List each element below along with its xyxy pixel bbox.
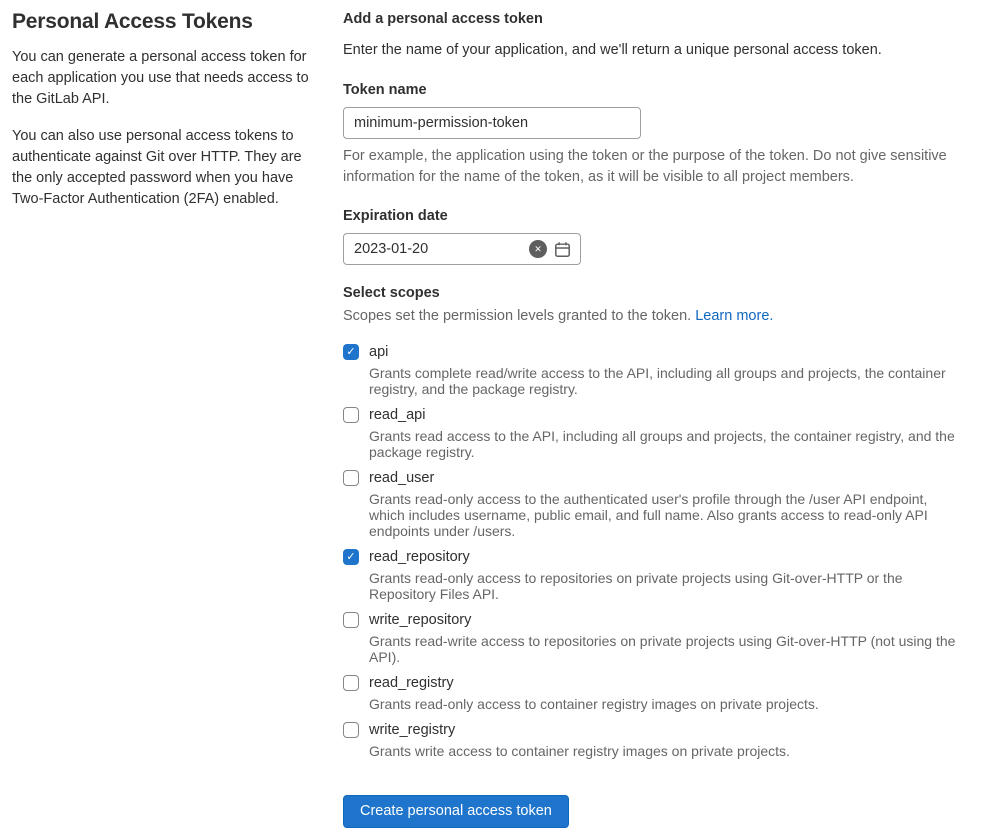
select-scopes-label: Select scopes (343, 285, 440, 301)
scope-description: Grants read-write access to repositories on private projects using Git-over-HTTP (not using the API). (369, 633, 956, 665)
scope-checkbox[interactable]: ✓ (343, 344, 359, 360)
scopes-description-text: Scopes set the permission levels granted to the token. (343, 308, 692, 324)
add-token-form (343, 11, 967, 828)
token-name-input[interactable] (343, 107, 641, 139)
create-token-button[interactable]: Create personal access token (343, 795, 569, 828)
scope-row (343, 470, 967, 539)
page-description-paragraph-2: You can also use personal access tokens to authenticate against Git over HTTP. They are the only accepted password when you have Two-Factor Authentication (2FA) enabled. (12, 128, 302, 207)
scope-row (343, 344, 967, 397)
scope-row (343, 407, 967, 460)
scope-name-label: read_repository (369, 549, 470, 565)
scope-row (343, 549, 967, 602)
expiration-date-field-group (343, 208, 967, 265)
expiration-date-field (343, 233, 581, 265)
scope-description: Grants read-only access to repositories on private projects using Git-over-HTTP or the Repository Files API. (369, 570, 903, 602)
scope-row (343, 612, 967, 665)
scope-name-label: write_registry (369, 722, 456, 738)
form-heading: Add a personal access token (343, 11, 543, 27)
scope-description: Grants read access to the API, including all groups and projects, the container registry, and the package registry. (369, 428, 955, 460)
page-description-paragraph-1: You can generate a personal access token for each application you use that needs access to the GitLab API. (12, 49, 309, 107)
scope-checkbox[interactable] (343, 407, 359, 423)
token-name-label: Token name (343, 82, 427, 98)
scope-description: Grants read-only access to container registry images on private projects. (369, 696, 819, 712)
expiration-date-label: Expiration date (343, 208, 448, 224)
token-name-field-group (343, 82, 967, 188)
scope-name-label: read_registry (369, 675, 454, 691)
scopes-description (343, 308, 967, 324)
select-scopes-section (343, 285, 967, 759)
scope-description: Grants complete read/write access to the API, including all groups and projects, the container registry, and the package registry. (369, 365, 946, 397)
page-description-column (12, 10, 320, 226)
scope-checkbox[interactable] (343, 675, 359, 691)
clear-date-icon[interactable] (529, 240, 547, 258)
page-title: Personal Access Tokens (12, 10, 253, 33)
scope-name-label: read_api (369, 407, 426, 423)
scope-checkbox[interactable] (343, 470, 359, 486)
scope-checkbox[interactable]: ✓ (343, 549, 359, 565)
scope-description: Grants read-only access to the authenticated user's profile through the /user API endpoint, which includes username, public email, and full name. Also grants access to read-only API endpoints under /users. (369, 491, 928, 539)
scope-row (343, 675, 967, 712)
token-name-help-text: For example, the application using the token or the purpose of the token. Do not give sensitive information for the name of the token, as it will be visible to all project members. (343, 148, 947, 185)
scope-description: Grants write access to container registry images on private projects. (369, 743, 790, 759)
scope-checkbox[interactable] (343, 722, 359, 738)
scope-name-label: api (369, 344, 389, 360)
scopes-list (343, 344, 967, 759)
scope-name-label: write_repository (369, 612, 472, 628)
calendar-icon[interactable] (553, 240, 571, 258)
scope-checkbox[interactable] (343, 612, 359, 628)
x-glyph: ✕ (534, 244, 542, 254)
learn-more-link[interactable]: Learn more. (695, 308, 774, 324)
scope-name-label: read_user (369, 470, 435, 486)
form-subheading: Enter the name of your application, and we'll return a unique personal access token. (343, 42, 882, 58)
scope-row (343, 722, 967, 759)
